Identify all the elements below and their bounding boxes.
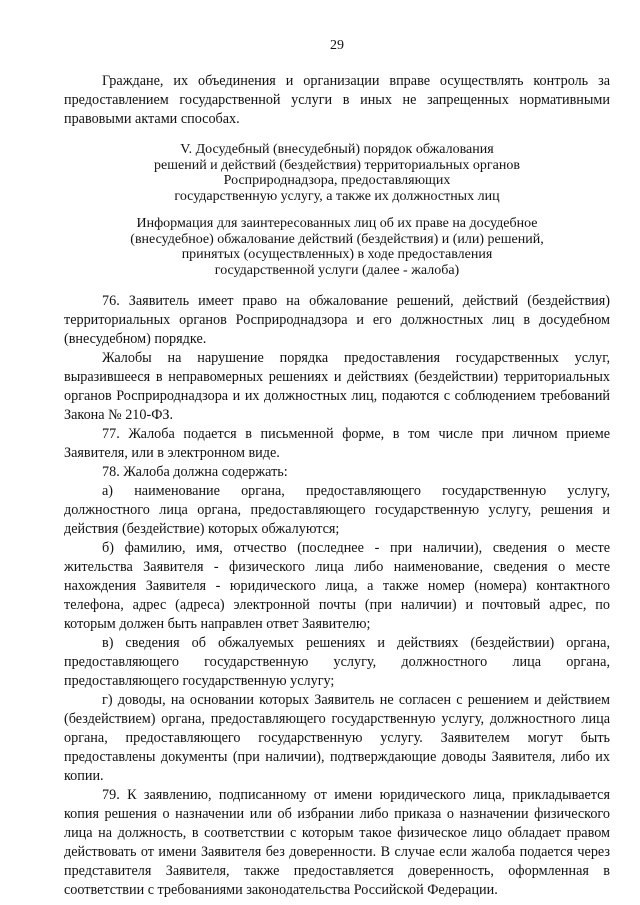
paragraph-78-g: г) доводы, на основании которых Заявитель не согласен с решением и действием (бездействием) органа, предоставляющего государственную услугу, должностного лица органа, предоставляющего государственную услугу. Заявителем могут быть предоставлены документы (при наличии), подтверждающие доводы Заявителя, либо их копии.: [64, 692, 610, 784]
sub-heading-line: (внесудебное) обжалование действий (бездействия) и (или) решений,: [130, 231, 544, 247]
section-heading: [64, 142, 610, 204]
page-number: 29: [330, 38, 344, 53]
paragraph-77: 77. Жалоба подается в письменной форме, в том числе при личном приеме Заявителя, или в электронном виде.: [64, 426, 610, 461]
sub-heading-line: государственной услуги (далее - жалоба): [214, 262, 460, 278]
paragraph-76: 76. Заявитель имеет право на обжалование решений, действий (бездействия) территориальных органов Росприроднадзора и его должностных лиц в досудебном (внесудебном) порядке.: [64, 293, 610, 347]
paragraph-78-v: в) сведения об обжалуемых решениях и действиях (бездействии) органа, предоставляющего государственную услугу, должностного лица органа, предоставляющего государственную услугу;: [64, 635, 610, 689]
paragraph-78: 78. Жалоба должна содержать:: [102, 464, 288, 480]
sub-heading-line: Информация для заинтересованных лиц об их праве на досудебное: [136, 216, 538, 231]
paragraph-78-b: б) фамилию, имя, отчество (последнее - при наличии), сведения о месте жительства Заявителя - физического лица либо наименование, сведения о месте нахождения Заявителя - юридического лица, а также номер (номера) контактного телефона, адрес (адреса) электронной почты (при наличии) и почтовый адрес, по которым должен быть направлен ответ Заявителю;: [64, 540, 610, 632]
section-heading-line: государственную услугу, а также их должностных лиц: [174, 188, 500, 204]
paragraph-78-a: а) наименование органа, предоставляющего государственную услугу, должностного лица органа, предоставляющего государственную услугу, решения и действия (бездействие) которых обжалуются;: [64, 483, 610, 537]
section-heading-line: решений и действий (бездействия) территориальных органов: [154, 157, 520, 173]
sub-heading-line: принятых (осуществленных) в ходе предоставления: [181, 247, 493, 262]
sub-heading: [64, 216, 610, 278]
intro-paragraph: Граждане, их объединения и организации вправе осуществлять контроль за предоставлением государственной услуги в иных не запрещенных нормативными правовыми актами способах.: [64, 73, 610, 127]
section-heading-line: Росприроднадзора, предоставляющих: [223, 173, 451, 188]
paragraph-complaints: Жалобы на нарушение порядка предоставления государственных услуг, выразившееся в неправомерных решениях и действиях (бездействии) территориальных органов Росприроднадзора и их должностных лиц, подаются с соблюдением требований Закона № 210-ФЗ.: [64, 350, 610, 423]
section-heading-line: V. Досудебный (внесудебный) порядок обжалования: [180, 142, 494, 157]
paragraph-79: 79. К заявлению, подписанному от имени юридического лица, прикладывается копия решения о назначении или об избрании либо приказа о назначении физического лица на должность, в соответствии с которым такое физическое лицо обладает правом действовать от имени Заявителя без доверенности. В случае если жалоба подается через представителя Заявителя, также предоставляется доверенность, оформленная в соответствии с требованиями законодательства Российской Федерации.: [64, 787, 610, 898]
